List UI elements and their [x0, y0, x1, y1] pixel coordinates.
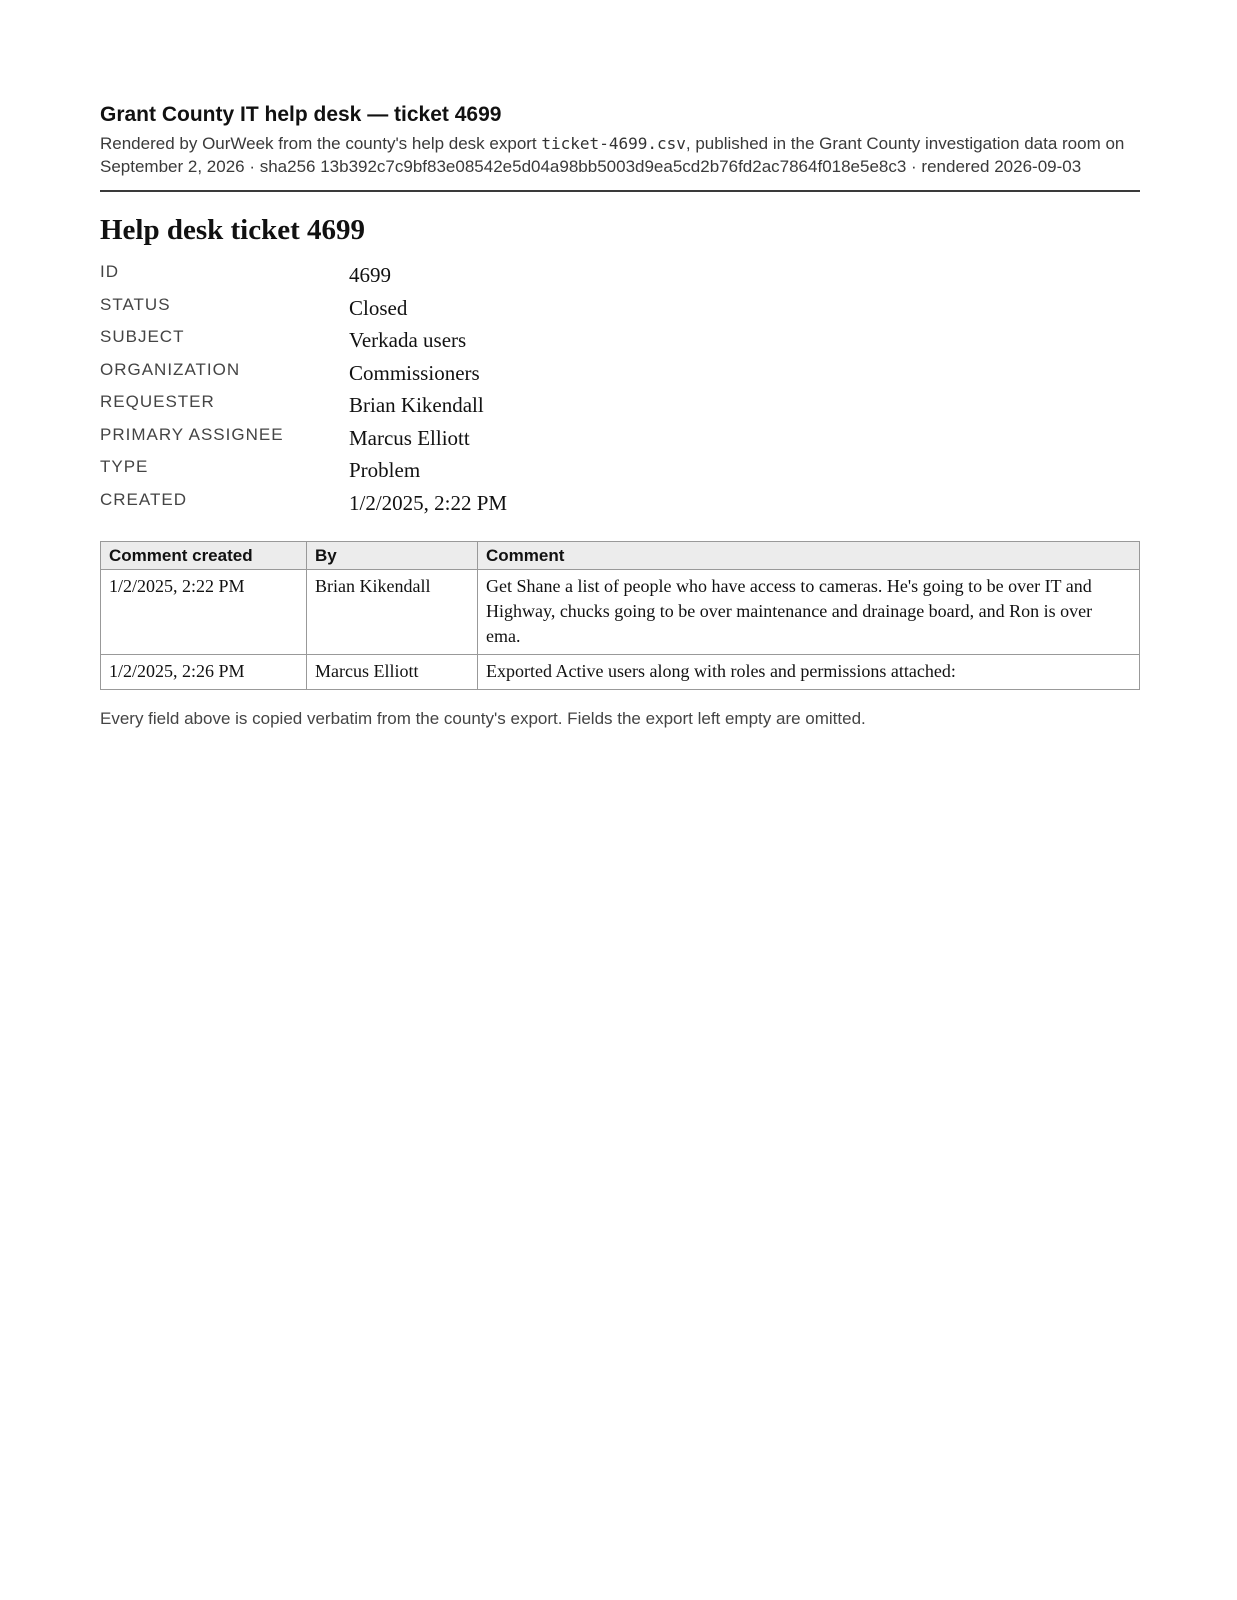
verbatim-footnote: Every field above is copied verbatim from the county's export. Fields the export left empty are omitted. [100, 709, 866, 728]
site-title: Grant County IT help desk — ticket 4699 [100, 103, 502, 126]
field-label-requester: REQUESTER [100, 392, 215, 411]
field-value-subject: Verkada users [349, 328, 467, 352]
field-label-created: CREATED [100, 489, 187, 509]
field-value-status: Closed [349, 295, 408, 320]
provenance-prefix: Rendered by OurWeek from the county's help desk export [100, 134, 542, 153]
field-value-primary-assignee: Marcus Elliott [349, 425, 470, 450]
field-value-requester: Brian Kikendall [349, 393, 484, 417]
field-value-type: Problem [349, 458, 421, 482]
field-value-created: 1/2/2025, 2:22 PM [349, 490, 508, 515]
column-header-comment: Comment [478, 542, 1140, 570]
provenance-suffix: , published in the Grant County investigation data room on September 2, 2026 · sha256 13b392c7c9bf83e08542e5d04a98bb5003d9ea5cd2b76fd2ac7864f018e5e8c3 · rendered 2026-09-03 [100, 134, 1125, 176]
column-header-comment-created: Comment created [101, 542, 307, 570]
field-label-organization: ORGANIZATION [100, 359, 241, 379]
ticket-heading: Help desk ticket 4699 [100, 214, 366, 246]
column-header-by: By [307, 542, 478, 570]
field-value-id: 4699 [349, 263, 391, 287]
table-row [101, 655, 1140, 690]
field-label-status: STATUS [100, 294, 171, 314]
field-label-primary-assignee: PRIMARY ASSIGNEE [100, 424, 284, 444]
comments-header-row [101, 542, 1140, 570]
comment-author-cell: Brian Kikendall [307, 570, 478, 655]
field-label-subject: SUBJECT [100, 327, 185, 346]
field-label-type: TYPE [100, 457, 149, 476]
table-row [101, 570, 1140, 655]
site-header [100, 98, 1140, 192]
field-label-id: ID [100, 262, 119, 281]
ticket-fields [100, 256, 1140, 516]
comment-created-cell: 1/2/2025, 2:22 PM [101, 570, 307, 655]
comment-text-cell: Get Shane a list of people who have access to cameras. He's going to be over IT and Highway, chucks going to be over maintenance and drainage board, and Ron is over ema. [478, 570, 1140, 655]
comments-table [100, 541, 1140, 690]
comment-author-cell: Marcus Elliott [307, 655, 478, 690]
document-page [100, 98, 1140, 748]
export-filename: ticket-4699.csv [541, 134, 686, 153]
comment-created-cell: 1/2/2025, 2:26 PM [101, 655, 307, 690]
field-value-organization: Commissioners [349, 360, 480, 385]
comment-text-cell: Exported Active users along with roles and permissions attached: [478, 655, 1140, 690]
provenance-note [100, 132, 1140, 178]
